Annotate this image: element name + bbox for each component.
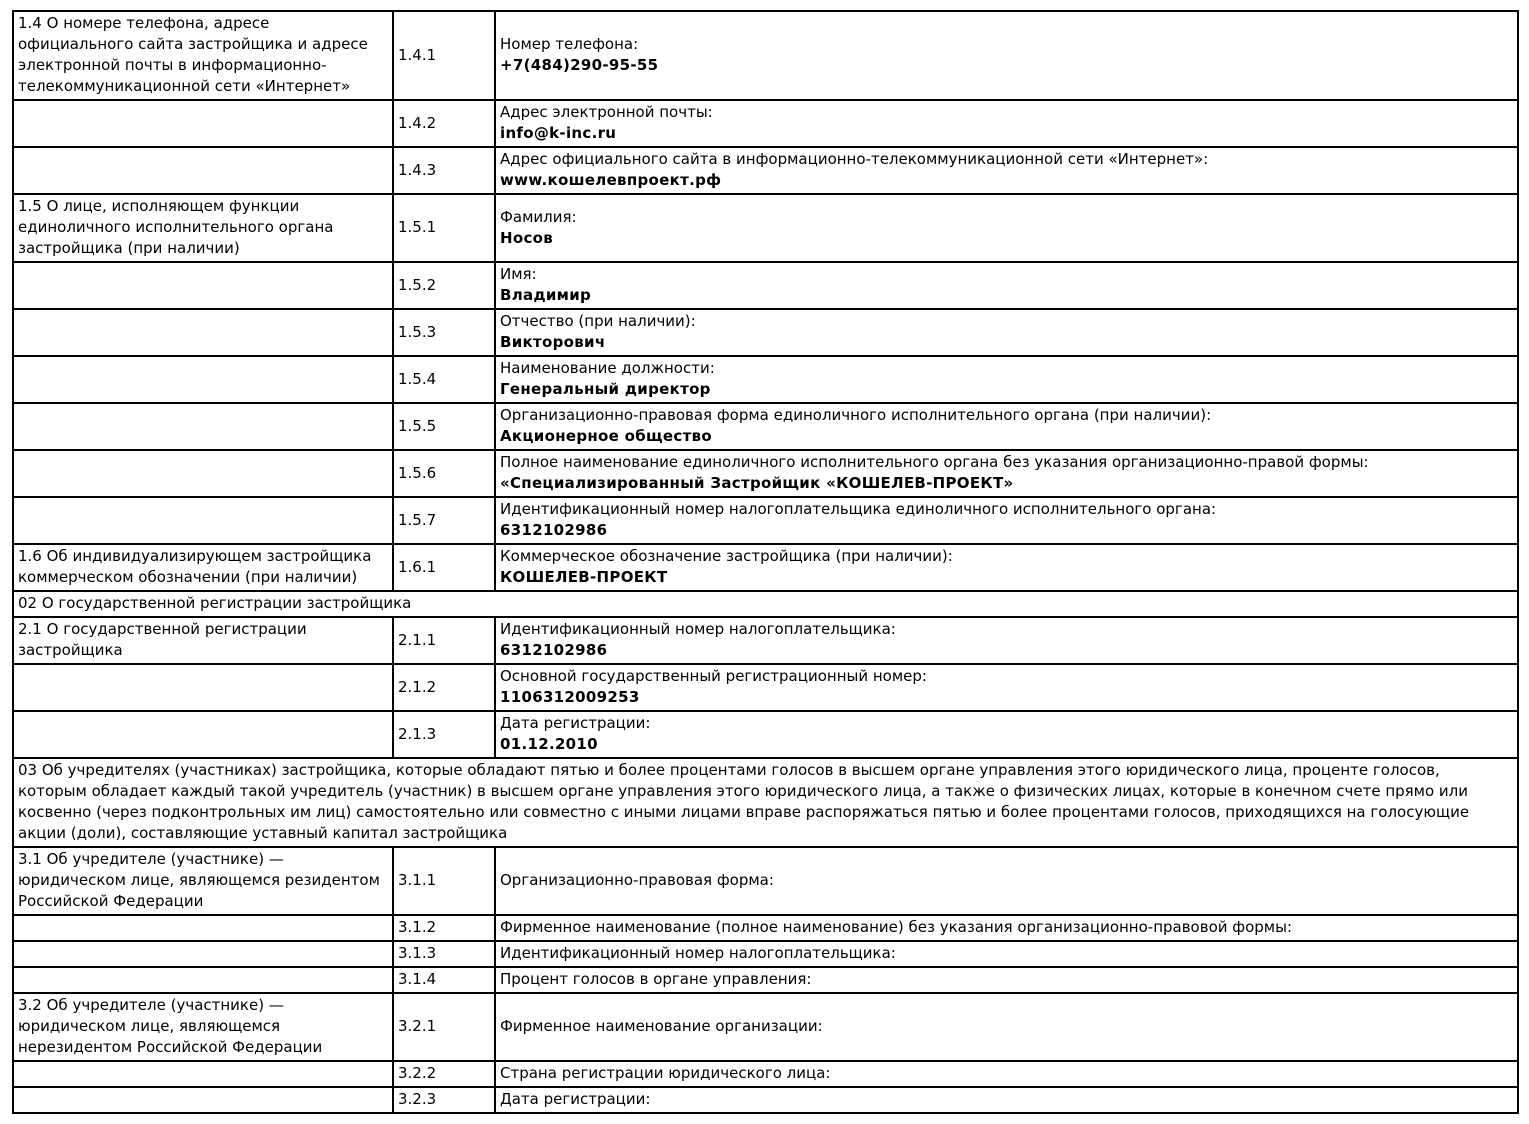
field-value: Викторович bbox=[500, 333, 606, 351]
section-cell bbox=[13, 309, 393, 356]
item-content-cell bbox=[495, 544, 1518, 591]
item-number-cell: 2.1.2 bbox=[393, 664, 495, 711]
section-cell bbox=[13, 147, 393, 194]
item-number-cell: 3.1.4 bbox=[393, 967, 495, 993]
item-content-cell bbox=[495, 309, 1518, 356]
section-cell bbox=[13, 711, 393, 758]
item-number-cell: 1.5.5 bbox=[393, 403, 495, 450]
table-row bbox=[13, 100, 1518, 147]
section-cell bbox=[13, 915, 393, 941]
item-number-cell: 1.5.7 bbox=[393, 497, 495, 544]
table-row bbox=[13, 617, 1518, 664]
section-cell: 3.1 Об учредителе (участнике) — юридическом лице, являющемся резидентом Российской Федерации bbox=[13, 847, 393, 915]
field-value: 01.12.2010 bbox=[500, 735, 598, 753]
field-value: 1106312009253 bbox=[500, 688, 640, 706]
item-number-cell: 1.4.3 bbox=[393, 147, 495, 194]
section-cell bbox=[13, 967, 393, 993]
item-content-cell bbox=[495, 617, 1518, 664]
item-content-cell bbox=[495, 262, 1518, 309]
item-number-cell: 1.5.4 bbox=[393, 356, 495, 403]
field-label: Процент голосов в органе управления: bbox=[500, 970, 812, 988]
section-cell bbox=[13, 100, 393, 147]
table-row bbox=[13, 194, 1518, 262]
field-label: Полное наименование единоличного исполнительного органа без указания организационно-правой формы: bbox=[500, 453, 1369, 471]
field-label: Фирменное наименование организации: bbox=[500, 1017, 823, 1035]
table-row bbox=[13, 11, 1518, 100]
item-number-cell: 1.4.2 bbox=[393, 100, 495, 147]
table-row bbox=[13, 941, 1518, 967]
field-label: Организационно-правовая форма единоличного исполнительного органа (при наличии): bbox=[500, 406, 1212, 424]
section-cell bbox=[13, 262, 393, 309]
item-number-cell: 3.1.3 bbox=[393, 941, 495, 967]
field-value: 6312102986 bbox=[500, 521, 608, 539]
item-number-cell: 2.1.1 bbox=[393, 617, 495, 664]
section-cell bbox=[13, 941, 393, 967]
item-content-cell bbox=[495, 147, 1518, 194]
section-divider-row bbox=[13, 758, 1518, 847]
section-cell bbox=[13, 664, 393, 711]
item-content-cell bbox=[495, 100, 1518, 147]
section-cell: 1.4 О номере телефона, адресе официального сайта застройщика и адресе электронной почты в информационно-телекоммуникационной сети «Интернет» bbox=[13, 11, 393, 100]
field-label: Дата регистрации: bbox=[500, 1090, 651, 1108]
item-content-cell bbox=[495, 664, 1518, 711]
item-number-cell: 1.5.2 bbox=[393, 262, 495, 309]
item-number-cell: 3.1.1 bbox=[393, 847, 495, 915]
item-content-cell bbox=[495, 497, 1518, 544]
section-cell bbox=[13, 356, 393, 403]
field-label: Адрес официального сайта в информационно-телекоммуникационной сети «Интернет»: bbox=[500, 150, 1209, 168]
field-label: Адрес электронной почты: bbox=[500, 103, 713, 121]
item-content-cell bbox=[495, 403, 1518, 450]
field-value: info@k-inc.ru bbox=[500, 124, 617, 142]
item-content-cell bbox=[495, 356, 1518, 403]
table-row bbox=[13, 262, 1518, 309]
table-row bbox=[13, 664, 1518, 711]
item-content-cell bbox=[495, 847, 1518, 915]
field-label: Идентификационный номер налогоплательщика единоличного исполнительного органа: bbox=[500, 500, 1217, 518]
field-value: Носов bbox=[500, 228, 554, 247]
section-cell bbox=[13, 403, 393, 450]
declaration-table bbox=[12, 10, 1519, 1114]
field-label: Идентификационный номер налогоплательщика: bbox=[500, 620, 896, 638]
section-header: 02 О государственной регистрации застройщика bbox=[13, 591, 1518, 617]
field-label: Коммерческое обозначение застройщика (при наличии): bbox=[500, 547, 953, 565]
section-header: 03 Об учредителях (участниках) застройщика, которые обладают пятью и более процентами голосов в высшем органе управления этого юридического лица, проценте голосов, которым обладает каждый такой учредитель (участник) в высшем органе управления этого юридического лица, а также о физических лицах, которые в конечном счете прямо или косвенно (через подконтрольных им лиц) самостоятельно или совместно с иными лицами вправе распоряжаться пятью и более процентами голосов, приходящихся на голосующие акции (доли), составляющие уставный капитал застройщика bbox=[13, 758, 1518, 847]
section-cell: 2.1 О государственной регистрации застройщика bbox=[13, 617, 393, 664]
item-content-cell bbox=[495, 194, 1518, 262]
section-cell bbox=[13, 450, 393, 497]
table-row bbox=[13, 993, 1518, 1061]
table-body bbox=[13, 11, 1518, 1113]
table-row bbox=[13, 497, 1518, 544]
field-label: Основной государственный регистрационный номер: bbox=[500, 667, 927, 685]
table-row bbox=[13, 403, 1518, 450]
table-row bbox=[13, 356, 1518, 403]
field-value: Владимир bbox=[500, 286, 592, 304]
field-label: Отчество (при наличии): bbox=[500, 312, 696, 330]
field-value: Генеральный директор bbox=[500, 380, 711, 398]
item-content-cell bbox=[495, 450, 1518, 497]
item-content-cell bbox=[495, 915, 1518, 941]
field-label: Наименование должности: bbox=[500, 359, 715, 377]
table-row bbox=[13, 967, 1518, 993]
table-row bbox=[13, 847, 1518, 915]
item-number-cell: 2.1.3 bbox=[393, 711, 495, 758]
item-number-cell: 1.6.1 bbox=[393, 544, 495, 591]
section-cell: 1.6 Об индивидуализирующем застройщика коммерческом обозначении (при наличии) bbox=[13, 544, 393, 591]
item-content-cell bbox=[495, 1061, 1518, 1087]
field-value: КОШЕЛЕВ-ПРОЕКТ bbox=[500, 568, 668, 586]
table-row bbox=[13, 309, 1518, 356]
section-cell: 3.2 Об учредителе (участнике) — юридическом лице, являющемся нерезидентом Российской Федерации bbox=[13, 993, 393, 1061]
field-label: Страна регистрации юридического лица: bbox=[500, 1064, 831, 1082]
field-value: «Специализированный Застройщик «КОШЕЛЕВ-ПРОЕКТ» bbox=[500, 474, 1014, 492]
item-number-cell: 1.5.6 bbox=[393, 450, 495, 497]
item-content-cell bbox=[495, 967, 1518, 993]
table-row bbox=[13, 544, 1518, 591]
table-row bbox=[13, 1061, 1518, 1087]
field-value: 6312102986 bbox=[500, 641, 608, 659]
field-label: Имя: bbox=[500, 265, 537, 283]
section-cell: 1.5 О лице, исполняющем функции единоличного исполнительного органа застройщика (при наличии) bbox=[13, 194, 393, 262]
item-content-cell bbox=[495, 941, 1518, 967]
section-divider-row bbox=[13, 591, 1518, 617]
item-content-cell bbox=[495, 1087, 1518, 1113]
table-row bbox=[13, 915, 1518, 941]
field-label: Фамилия: bbox=[500, 207, 577, 226]
item-number-cell: 1.5.3 bbox=[393, 309, 495, 356]
field-label: Номер телефона: bbox=[500, 35, 639, 53]
item-number-cell: 3.2.1 bbox=[393, 993, 495, 1061]
field-label: Идентификационный номер налогоплательщика: bbox=[500, 944, 896, 962]
table-row bbox=[13, 1087, 1518, 1113]
item-content-cell bbox=[495, 711, 1518, 758]
item-number-cell: 1.4.1 bbox=[393, 11, 495, 100]
field-value: www.кошелевпроект.рф bbox=[500, 171, 722, 189]
field-label: Фирменное наименование (полное наименование) без указания организационно-правовой формы: bbox=[500, 918, 1293, 936]
item-number-cell: 3.2.2 bbox=[393, 1061, 495, 1087]
item-number-cell: 1.5.1 bbox=[393, 194, 495, 262]
field-value: Акционерное общество bbox=[500, 427, 712, 445]
section-cell bbox=[13, 1061, 393, 1087]
section-cell bbox=[13, 1087, 393, 1113]
field-label: Организационно-правовая форма: bbox=[500, 871, 774, 889]
item-number-cell: 3.2.3 bbox=[393, 1087, 495, 1113]
field-value: +7(484)290-95-55 bbox=[500, 56, 659, 74]
table-row bbox=[13, 147, 1518, 194]
section-cell bbox=[13, 497, 393, 544]
item-content-cell bbox=[495, 11, 1518, 100]
table-row bbox=[13, 711, 1518, 758]
table-row bbox=[13, 450, 1518, 497]
item-number-cell: 3.1.2 bbox=[393, 915, 495, 941]
field-label: Дата регистрации: bbox=[500, 714, 651, 732]
item-content-cell bbox=[495, 993, 1518, 1061]
